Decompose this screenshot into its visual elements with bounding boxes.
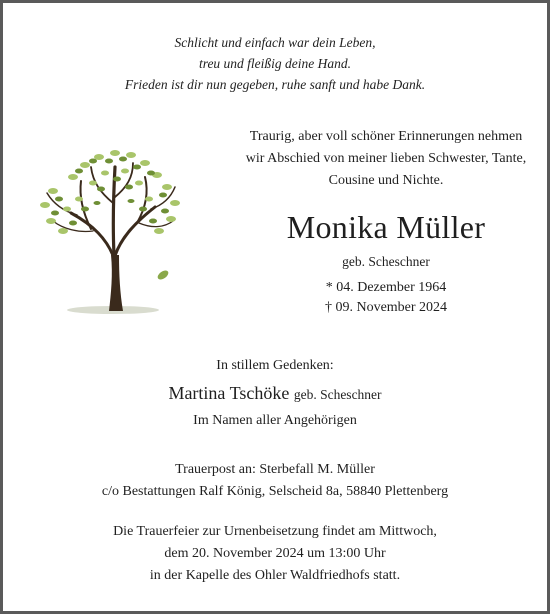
relatives-line: Im Namen aller Angehörigen [193, 413, 357, 428]
mourner-birth-name: geb. Scheschner [293, 387, 382, 402]
death-date: † 09. November 2024 [324, 300, 448, 315]
ceremony-line-2: dem 20. November 2024 um 13:00 Uhr [164, 546, 386, 561]
mourning-header: In stillem Gedenken: [216, 358, 334, 373]
intro-line-3: Cousine und Nichte. [328, 173, 444, 188]
tree-icon [33, 143, 183, 319]
mail-line-2: c/o Bestattungen Ralf König, Selscheid 8a, 58840 Plettenberg [101, 484, 449, 499]
mourner-name: Martina Tschöke [168, 383, 290, 403]
ceremony-line-1: Die Trauerfeier zur Urnenbeisetzung findet am Mittwoch, [113, 524, 437, 539]
deceased-birth-name: geb. Scheschner [342, 254, 430, 269]
quote-line-1: Schlicht und einfach war dein Leben, [174, 35, 376, 50]
ceremony-line-3: in der Kapelle des Ohler Waldfriedhofs statt. [149, 568, 401, 583]
quote-line-3: Frieden ist dir nun gegeben, ruhe sanft und habe Dank. [124, 77, 426, 92]
mourner [3, 383, 547, 404]
intro-line-1: Traurig, aber voll schöner Erinnerungen nehmen [249, 129, 523, 144]
mail-line-1: Trauerpost an: Sterbefall M. Müller [175, 462, 375, 477]
intro-line-2: wir Abschied von meiner lieben Schwester, Tante, [245, 151, 527, 166]
birth-date: * 04. Dezember 1964 [325, 280, 447, 295]
deceased-name: Monika Müller [286, 209, 486, 245]
quote-line-2: treu und fleißig deine Hand. [198, 56, 352, 71]
